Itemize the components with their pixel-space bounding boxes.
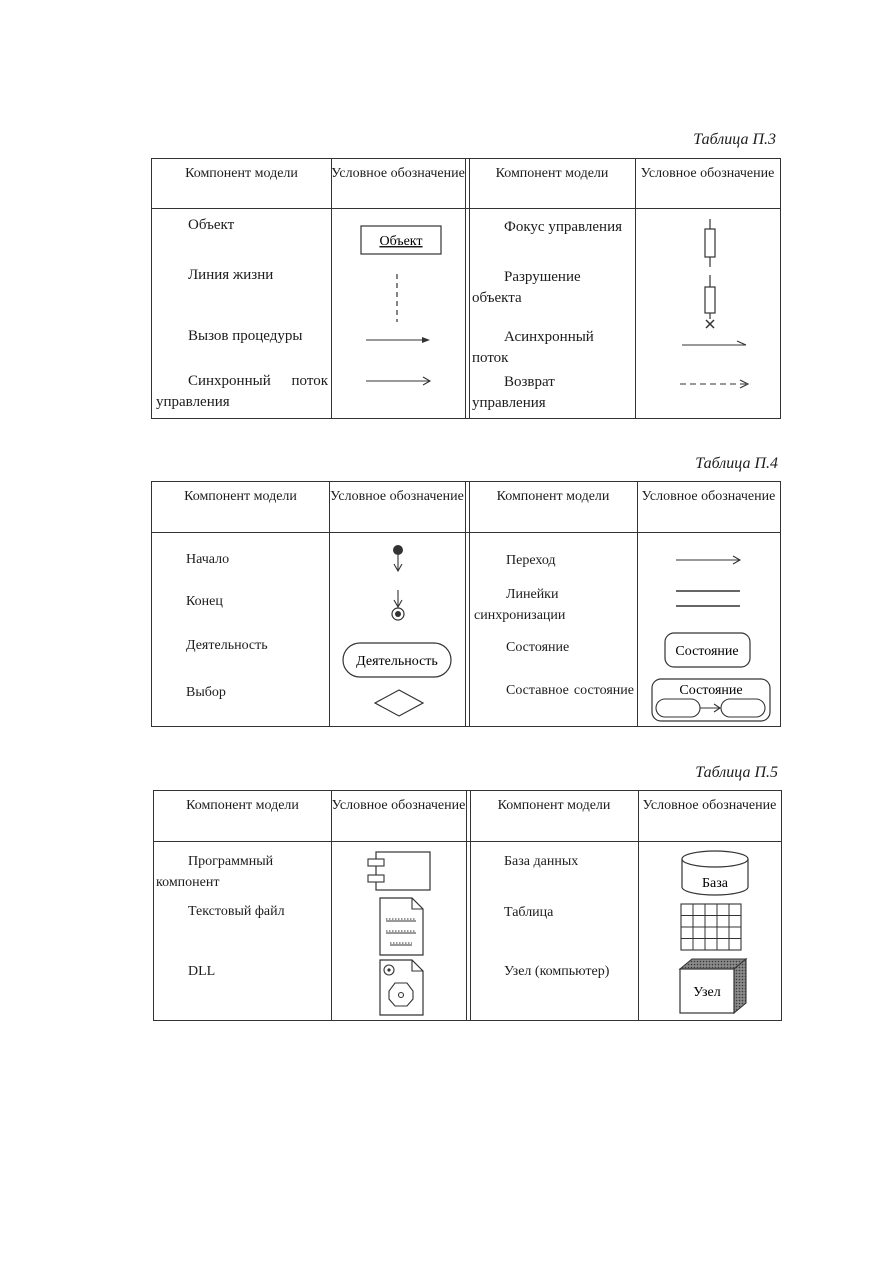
table-p4 xyxy=(151,481,781,727)
sync-flow-arrow-icon xyxy=(364,375,434,387)
component-name: DLL xyxy=(188,964,216,979)
header-component: Компонент модели xyxy=(184,489,297,504)
component-name: Асинхронный поток xyxy=(472,329,594,366)
object-label: Объект xyxy=(379,234,423,249)
component-name: Вызов процедуры xyxy=(188,328,303,344)
activity-symbol xyxy=(342,642,454,680)
component-name: Фокус управления xyxy=(504,219,623,235)
component-name: Текстовый файл xyxy=(188,904,285,919)
object-symbol xyxy=(360,225,444,257)
component-name: Начало xyxy=(186,552,230,567)
component-name: Линейки синхронизации xyxy=(474,587,566,623)
header-symbol: Условное обозначение xyxy=(642,798,777,813)
header-component: Компонент модели xyxy=(185,166,298,181)
software-component-icon xyxy=(364,851,434,893)
sync-bar-icon xyxy=(674,588,744,610)
procedure-call-arrow-icon xyxy=(364,334,434,346)
start-node-icon xyxy=(390,544,406,574)
dll-file-icon xyxy=(378,959,426,1017)
component-name: Разрушение объекта xyxy=(472,269,581,306)
component-name: Программный компонент xyxy=(156,854,274,890)
table-caption: Таблица П.3 xyxy=(693,131,776,148)
header-component: Компонент модели xyxy=(497,798,611,813)
composite-state-symbol xyxy=(651,678,775,724)
component-name: База данных xyxy=(504,854,579,869)
header-component: Компонент модели xyxy=(495,166,609,181)
component-name: Таблица xyxy=(504,905,554,920)
header-symbol: Условное обозначение xyxy=(640,166,775,181)
decision-diamond-icon xyxy=(372,688,426,718)
table-grid-icon xyxy=(680,903,744,953)
component-name: Составное состояние xyxy=(506,683,634,698)
transition-arrow-icon xyxy=(674,554,744,566)
table-p5 xyxy=(153,790,782,1021)
component-name: Деятельность xyxy=(186,638,268,653)
header-symbol: Условное обозначение xyxy=(641,489,776,504)
async-flow-arrow-icon xyxy=(680,337,750,351)
composite-state-label: Состояние xyxy=(679,683,743,698)
database-label: База xyxy=(702,876,728,891)
component-name: Узел (компьютер) xyxy=(504,964,610,979)
header-symbol: Условное обозначение xyxy=(331,798,466,813)
table-p3 xyxy=(151,158,781,419)
header-symbol: Условное обозначение xyxy=(331,166,465,181)
focus-of-control-icon xyxy=(700,219,720,267)
object-destruction-icon xyxy=(700,275,720,333)
activity-label: Деятельность xyxy=(356,654,438,669)
state-label: Состояние xyxy=(675,644,739,659)
end-node-icon xyxy=(390,590,406,622)
node-label: Узел xyxy=(693,985,721,1000)
component-name: Возврат управления xyxy=(472,374,555,411)
component-name: Линия жизни xyxy=(188,267,274,283)
component-name: Объект xyxy=(188,217,235,233)
table-caption: Таблица П.5 xyxy=(695,764,778,781)
component-name: Состояние xyxy=(506,640,570,655)
header-symbol: Условное обозначение xyxy=(330,489,464,504)
node-cube-icon xyxy=(678,957,750,1017)
component-name: Переход xyxy=(506,553,556,568)
header-component: Компонент модели xyxy=(496,489,610,504)
component-name: Конец xyxy=(186,594,223,609)
lifeline-icon xyxy=(392,274,402,324)
header-component: Компонент модели xyxy=(186,798,299,813)
database-icon xyxy=(680,849,752,897)
state-symbol xyxy=(664,632,754,670)
component-name: Синхронный поток управления xyxy=(156,373,328,410)
return-arrow-icon xyxy=(678,378,752,390)
table-caption: Таблица П.4 xyxy=(695,455,778,472)
component-name: Выбор xyxy=(186,685,226,700)
text-file-icon xyxy=(378,897,426,957)
